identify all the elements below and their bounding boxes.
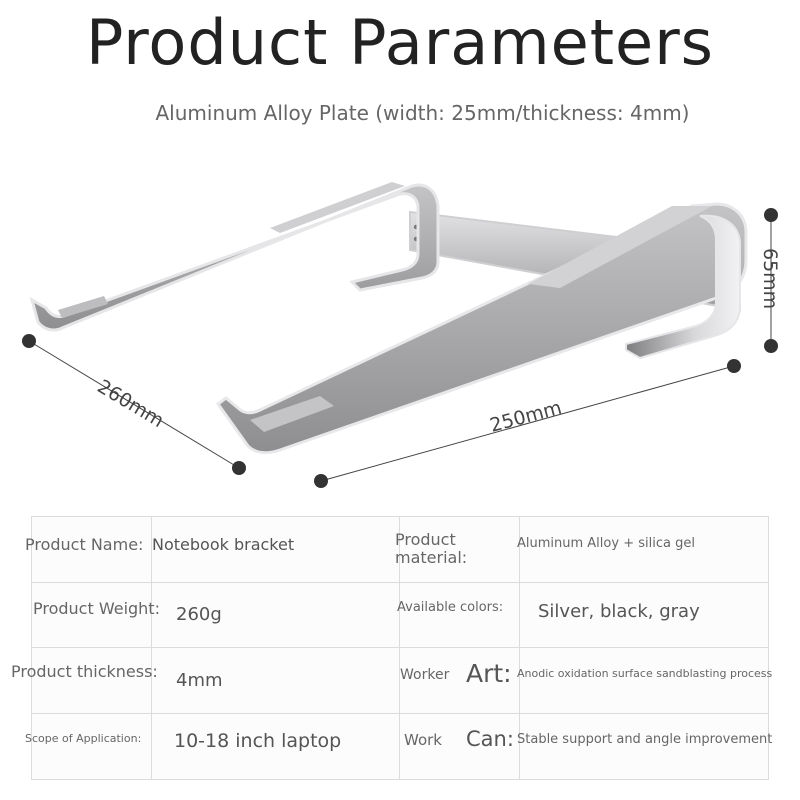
- product-name-value: Notebook bracket: [152, 535, 295, 554]
- work-label: Work: [404, 731, 442, 749]
- available-colors-label: Available colors:: [397, 600, 504, 615]
- product-material-label: Product material:: [395, 530, 468, 567]
- product-weight-value: 260g: [176, 604, 222, 625]
- laptop-stand-illustration: [0, 150, 800, 510]
- available-colors-value: Silver, black, gray: [538, 601, 700, 622]
- product-thickness-label: Product thickness:: [11, 662, 158, 681]
- depth-dimension: [22, 334, 246, 475]
- depth-label: 260mm: [93, 375, 168, 433]
- product-material-value: Aluminum Alloy + silica gel: [517, 536, 695, 551]
- can-label: Can:: [466, 727, 514, 751]
- height-label: 65mm: [759, 248, 781, 310]
- left-support-arm: [32, 182, 438, 330]
- page-subtitle: Aluminum Alloy Plate (width: 25mm/thickness: 4mm): [155, 101, 690, 125]
- art-label: Art:: [466, 659, 512, 688]
- product-weight-label: Product Weight:: [33, 599, 160, 618]
- worker-label: Worker: [400, 667, 450, 683]
- product-thickness-value: 4mm: [176, 670, 223, 691]
- height-dimension: [759, 208, 781, 353]
- product-name-label: Product Name:: [25, 535, 144, 554]
- art-value: Anodic oxidation surface sandblasting process: [517, 667, 773, 680]
- can-value: Stable support and angle improvement: [517, 732, 773, 747]
- scope-label: Scope of Application:: [25, 732, 142, 745]
- scope-value: 10-18 inch laptop: [174, 730, 342, 752]
- page-title: Product Parameters: [86, 6, 714, 79]
- width-label: 250mm: [487, 396, 565, 437]
